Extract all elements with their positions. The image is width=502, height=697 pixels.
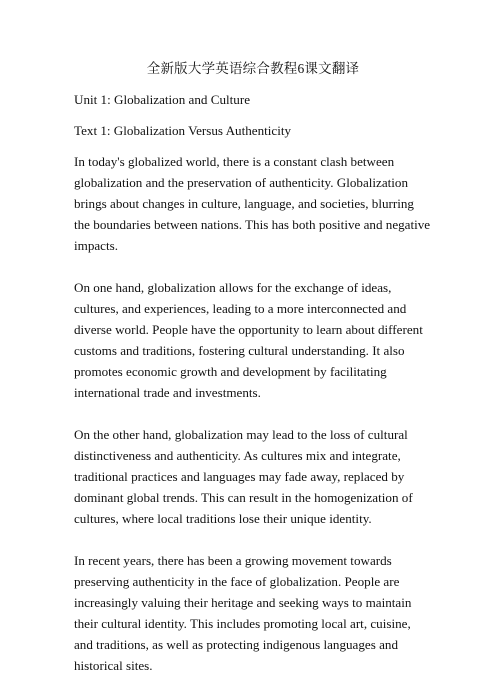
paragraph-1: In today's globalized world, there is a constant clash between globalization and the preservation of authenticity. Globalization brings about changes in culture, language, and societies, blurring the boundaries between nations. This has both positive and negative impacts.	[74, 154, 431, 253]
document-page	[74, 58, 432, 697]
paragraph-4: In recent years, there has been a growing movement towards preserving authenticity in the face of globalization. People are increasingly valuing their heritage and seeking ways to maintain their cultural identity. This includes promoting local art, cuisine, and traditions, as well as protecting indigenous languages and historical sites.	[74, 553, 412, 673]
paragraph-2: On one hand, globalization allows for the exchange of ideas, cultures, and experiences, leading to a more interconnected and diverse world. People have the opportunity to learn about different customs and traditions, fostering cultural understanding. It also promotes economic growth and development by facilitating international trade and investments.	[74, 280, 423, 400]
text-heading: Text 1: Globalization Versus Authenticity	[74, 123, 292, 138]
document-title: 全新版大学英语综合教程6课文翻译	[146, 61, 360, 76]
paragraph-3: On the other hand, globalization may lead to the loss of cultural distinctiveness and authenticity. As cultures mix and integrate, traditional practices and languages may fade away, replaced by dominant global trends. This can result in the homogenization of cultures, where local traditions lose their unique identity.	[74, 427, 413, 526]
unit-heading: Unit 1: Globalization and Culture	[74, 92, 251, 107]
